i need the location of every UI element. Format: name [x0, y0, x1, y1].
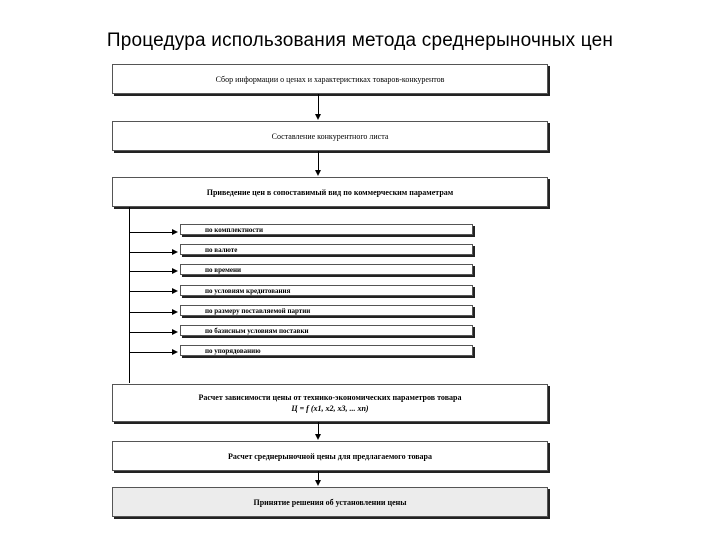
step-dependency-calc-label: Расчет зависимости цены от технико-экономических параметров товара — [198, 393, 462, 402]
page-title: Процедура использования метода среднерыночных цен — [106, 30, 614, 51]
param-time: по времени — [180, 264, 473, 275]
connector-1-2 — [318, 94, 319, 115]
param-currency: по валюте — [180, 244, 473, 255]
param-delivery-terms: по базисным условиям поставки — [180, 325, 473, 336]
step-dependency-calc — [112, 384, 548, 422]
arrow-right-icon — [172, 329, 178, 335]
branch-line — [129, 252, 173, 253]
branch-line — [129, 271, 173, 272]
branch-line — [129, 291, 173, 292]
arrow-right-icon — [172, 349, 178, 355]
arrow-down-icon — [315, 170, 321, 176]
step-price-decision — [112, 487, 548, 517]
arrow-down-icon — [315, 434, 321, 440]
step-competitive-sheet — [112, 121, 548, 151]
step-price-normalization — [112, 177, 548, 207]
step-collect-info-label: Сбор информации о ценах и характеристиках товаров-конкурентов — [215, 74, 445, 84]
param-credit: по условиям кредитования — [180, 285, 473, 296]
arrow-down-icon — [315, 480, 321, 486]
param-completeness: по комплектности — [180, 224, 473, 235]
arrow-down-icon — [315, 114, 321, 120]
param-ordering: по упорядованию — [180, 345, 473, 356]
step-average-price — [112, 441, 548, 471]
param-batch-size: по размеру поставляемой партии — [180, 305, 473, 316]
step-dependency-formula: Ц = f (x1, x2, x3, ... xn) — [291, 404, 369, 413]
arrow-right-icon — [172, 309, 178, 315]
arrow-right-icon — [172, 268, 178, 274]
branch-line — [129, 312, 173, 313]
branch-line — [129, 232, 173, 233]
step-collect-info — [112, 64, 548, 94]
parameter-spine — [129, 207, 130, 383]
arrow-right-icon — [172, 288, 178, 294]
step-average-price-label: Расчет среднерыночной цены для предлагаемого товара — [227, 451, 433, 461]
step-price-decision-label: Принятие решения об установлении цены — [253, 497, 407, 507]
branch-line — [129, 332, 173, 333]
arrow-right-icon — [172, 249, 178, 255]
step-competitive-sheet-label: Составление конкурентного листа — [271, 131, 389, 141]
branch-line — [129, 352, 173, 353]
connector-2-3 — [318, 151, 319, 171]
step-price-normalization-label: Приведение цен в сопоставимый вид по коммерческим параметрам — [206, 187, 454, 197]
arrow-right-icon — [172, 229, 178, 235]
